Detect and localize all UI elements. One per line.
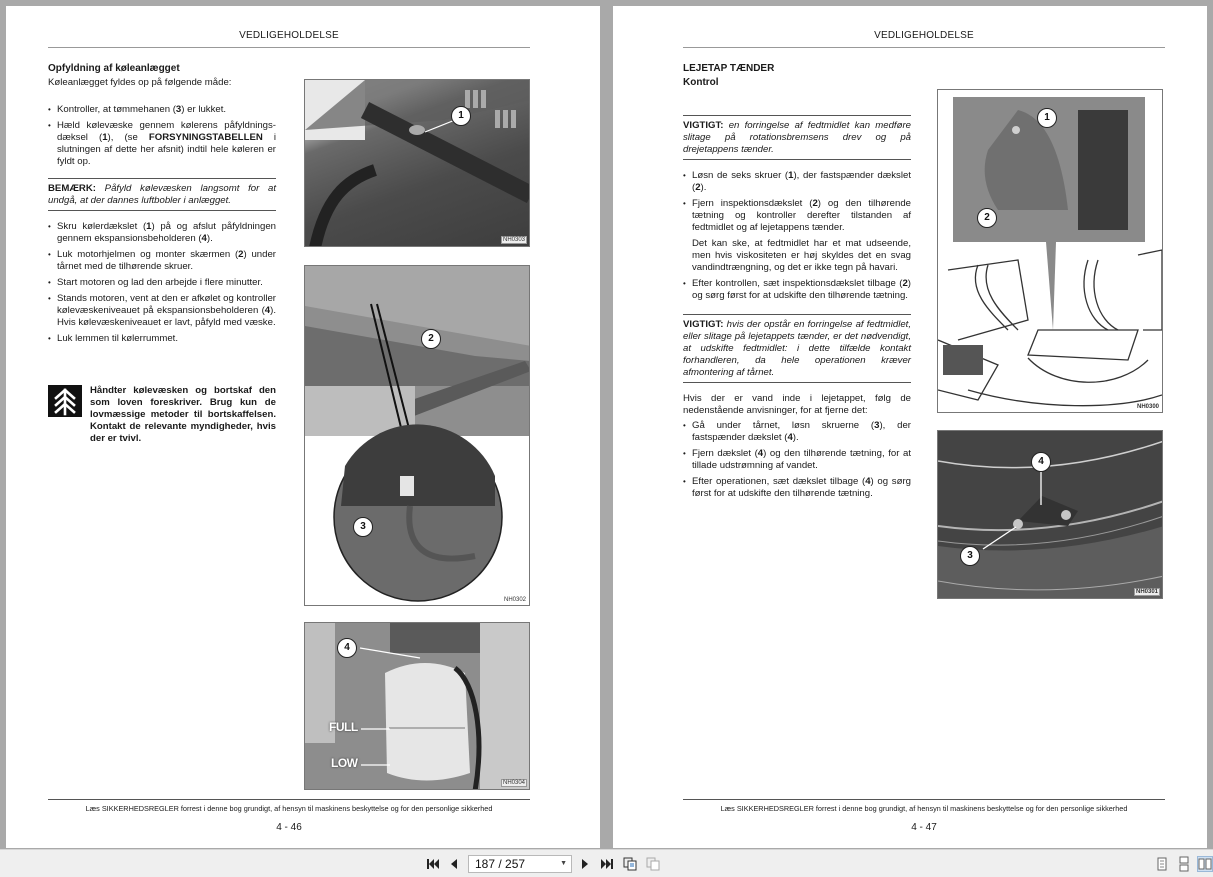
right-text-column (683, 63, 911, 504)
continuous-page-icon (1176, 856, 1192, 872)
single-page-icon (1154, 856, 1170, 872)
page-dropdown-icon[interactable]: ▼ (560, 860, 567, 867)
header-rule (48, 47, 530, 48)
note-box: BEMÆRK: Påfyld kølevæsken langsomt for at undgå, at der dannes luftbobler i anlægget. (48, 178, 276, 211)
list-item: • Fjern inspektionsdækslet (2) og den tilhørende tætning og kontroller derefter tilstanden af fedtmidlet og af lejetappens tænder. (683, 198, 911, 234)
first-page-icon (426, 858, 440, 870)
footer-rule (683, 799, 1165, 800)
list-item: • Efter kontrollen, sæt inspektionsdækslet tilbage (2) og sørg først for at udskifte den tilhørende tætning. (683, 278, 911, 302)
page-left (6, 6, 600, 848)
left-text-column (48, 63, 276, 445)
list-item: • Stands motoren, vent at den er afkølet og kontroller kølevæskeniveauet på ekspansionsbeholderen (4). Hvis kølevæskeniveauet er lavt, påfyld med væske. (48, 293, 276, 329)
important-box: VIGTIGT: en forringelse af fedtmidlet kan medføre slitage på rotationsbremsens drev og på drejetappens tænder. (683, 115, 911, 160)
facing-pages-icon (1198, 857, 1212, 871)
page-header: VEDLIGEHOLDELSE (874, 30, 974, 41)
figure-bearing-cover (937, 430, 1163, 599)
figure-inspection-cover (937, 89, 1163, 413)
header-rule (683, 47, 1165, 48)
navigation-toolbar (0, 849, 1213, 877)
figure-code: NH0300 (1136, 404, 1159, 410)
list-item: • Skru kølerdækslet (1) på og afslut påfyldningen gennem ekspansionsbeholderen (4). (48, 221, 276, 245)
callout-2: 2 (977, 208, 997, 228)
facing-pages-view-button[interactable] (1197, 856, 1213, 872)
figure-expansion-tank (304, 622, 530, 790)
important-box: VIGTIGT: hvis der opstår en forringelse af fedtmidlet, eller slitage på lejetappets tænder, er det nødvendigt, at udskifte fedtmidlet: i dette tilfælde kontakt forhandleren, da hele operationen kræver afmontering af tårnet. (683, 314, 911, 383)
figure-radiator-cap (304, 79, 530, 247)
bullet-list (48, 104, 276, 168)
list-item: • Fjern dækslet (4) og den tilhørende tætning, for at tillade udstrømning af vandet. (683, 448, 911, 472)
page-right (613, 6, 1207, 848)
list-item: • Gå under tårnet, løsn skruerne (3), der fastspænder dækslet (4). (683, 420, 911, 444)
paragraph: Det kan ske, at fedtmidlet har et mat udseende, men hvis viskositeten er høj skyldes det en svag vandindtrængning, og det er ikke tegn på havari. (692, 238, 911, 273)
page-number-input[interactable] (468, 855, 572, 873)
callout-3: 3 (960, 546, 980, 566)
bullet-list (48, 221, 276, 345)
previous-page-icon (449, 858, 459, 870)
callout-3: 3 (353, 517, 373, 537)
footer-safety-note: Læs SIKKERHEDSREGLER forrest i denne bog grundigt, af hensyn til maskinens beskyttelse og for den personlige sikkerhed (720, 804, 1128, 813)
section-title: Opfyldning af køleanlægget (48, 63, 180, 74)
next-page-button[interactable] (578, 856, 592, 872)
next-page-icon (580, 858, 590, 870)
callout-1: 1 (451, 106, 471, 126)
bullet-list (683, 420, 911, 500)
list-item: • Luk motorhjelmen og monter skærmen (2) under tårnet med de tilhørende skruer. (48, 249, 276, 273)
subsection-title: Kontrol (683, 77, 719, 88)
environment-tree-icon (48, 385, 82, 417)
page-number: 4 - 47 (911, 822, 937, 833)
single-page-view-button[interactable] (1154, 856, 1170, 872)
copy-disabled-button[interactable] (644, 856, 662, 872)
list-item: • Hæld kølevæske gennem kølerens påfyldnings-dæksel (1), (se FORSYNINGSTABELLEN i slutningen af dette her afsnit) indtil hele køleren er fyldt op. (48, 120, 276, 168)
footer-rule (48, 799, 530, 800)
section-title: LEJETAP TÆNDER (683, 63, 775, 74)
page-header: VEDLIGEHOLDELSE (239, 30, 339, 41)
first-page-button[interactable] (424, 856, 442, 872)
continuous-view-button[interactable] (1176, 856, 1192, 872)
environment-warning-text: Håndter kølevæsken og bortskaf den som loven foreskriver. Brug kun de lovmæssige metoder til bortskaffelsen. Kontakt de relevante myndigheder, hvis der er tvivl. (90, 385, 276, 444)
callout-4: 4 (1031, 452, 1051, 472)
figure-code: NH0304 (502, 780, 525, 786)
list-item: • Luk lemmen til kølerrummet. (48, 333, 276, 345)
previous-page-button[interactable] (446, 856, 462, 872)
figure-code: NH0302 (503, 597, 526, 603)
page-number-value: 187 / 257 (475, 857, 526, 871)
page-number: 4 - 46 (276, 822, 302, 833)
list-item: • Start motoren og lad den arbejde i flere minutter. (48, 277, 276, 289)
list-item: • Kontroller, at tømmehanen (3) er lukket. (48, 104, 276, 116)
bullet-list (683, 170, 911, 234)
figure-code: NH0301 (1135, 589, 1158, 595)
full-level-label: FULL (329, 720, 358, 734)
copy-disabled-icon (645, 856, 661, 872)
footer-safety-note: Læs SIKKERHEDSREGLER forrest i denne bog grundigt, af hensyn til maskinens beskyttelse og for den personlige sikkerhed (85, 804, 493, 813)
bullet-list (683, 278, 911, 302)
last-page-button[interactable] (598, 856, 616, 872)
figure-code: NH0303 (502, 237, 525, 243)
callout-4: 4 (337, 638, 357, 658)
environment-warning (48, 385, 276, 445)
paragraph: Hvis der er vand inde i lejetappet, følg de nedenstående anvisninger, for at fjerne det: (683, 393, 911, 416)
list-item: • Løsn de seks skruer (1), der fastspænder dækslet (2). (683, 170, 911, 194)
callout-1: 1 (1037, 108, 1057, 128)
figure-drain-valve (304, 265, 530, 606)
low-level-label: LOW (331, 756, 358, 770)
last-page-icon (600, 858, 614, 870)
copy-page-button[interactable] (621, 856, 639, 872)
copy-page-icon (622, 856, 638, 872)
callout-2: 2 (421, 329, 441, 349)
intro-text: Køleanlægget fyldes op på følgende måde: (48, 77, 232, 88)
list-item: • Efter operationen, sæt dækslet tilbage (4) og sørg først for at udskifte den tilhørende tætning. (683, 476, 911, 500)
